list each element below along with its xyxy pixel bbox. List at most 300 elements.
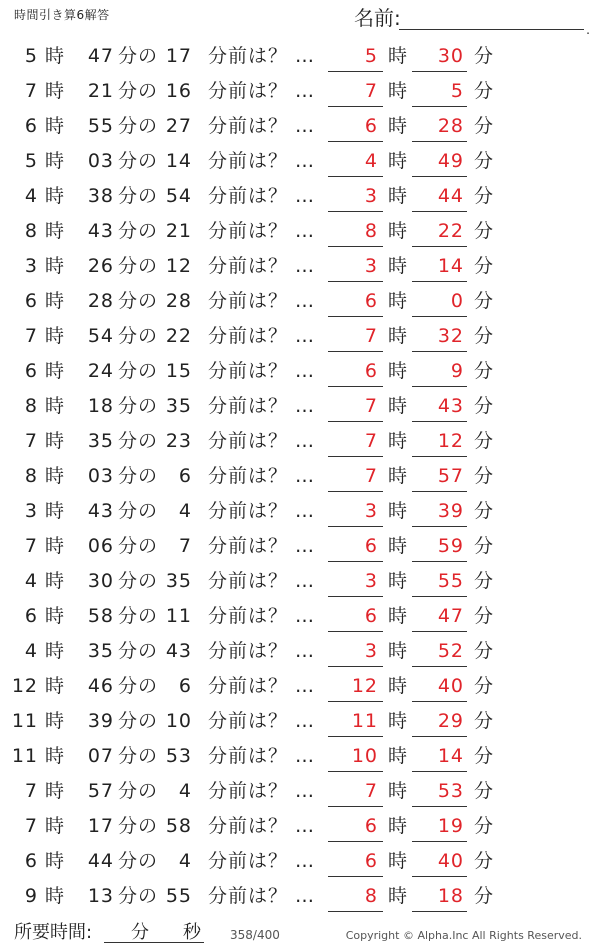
answer-minute-unit-label: 分: [474, 255, 495, 277]
start-hour: 8: [24, 465, 38, 487]
answer-minute-underline: [412, 841, 467, 842]
hour-unit-label: 時: [45, 780, 66, 802]
answer-minute-underline: [412, 351, 467, 352]
answer-minute-unit-label: 分: [474, 570, 495, 592]
start-minute: 18: [87, 395, 114, 417]
answer-hour-underline: [328, 666, 383, 667]
hour-unit-label: 時: [45, 325, 66, 347]
answer-minute-underline: [412, 456, 467, 457]
answer-minute-underline: [412, 176, 467, 177]
start-hour: 3: [24, 255, 38, 277]
answer-hour: 3: [364, 255, 378, 277]
answer-hour-unit-label: 時: [388, 430, 409, 452]
minutes-before: 35: [165, 395, 192, 417]
question-label: 分前は？ …: [208, 640, 316, 662]
start-minute: 13: [87, 885, 114, 907]
start-minute: 07: [87, 745, 114, 767]
start-minute: 43: [87, 500, 114, 522]
question-label: 分前は？ …: [208, 745, 316, 767]
name-underline: [399, 29, 584, 30]
start-minute: 47: [87, 45, 114, 67]
start-minute: 03: [87, 465, 114, 487]
answer-hour-unit-label: 時: [388, 290, 409, 312]
answer-minute-unit-label: 分: [474, 395, 495, 417]
question-label: 分前は？ …: [208, 325, 316, 347]
answer-minute-unit-label: 分: [474, 710, 495, 732]
answer-hour-unit-label: 時: [388, 80, 409, 102]
answer-hour-unit-label: 時: [388, 150, 409, 172]
start-minute: 06: [87, 535, 114, 557]
minutes-before: 16: [165, 80, 192, 102]
answer-hour-unit-label: 時: [388, 255, 409, 277]
answer-minute-underline: [412, 71, 467, 72]
question-label: 分前は？ …: [208, 290, 316, 312]
problem-row: [0, 108, 600, 143]
answer-minute-underline: [412, 736, 467, 737]
problem-row: [0, 528, 600, 563]
answer-hour-underline: [328, 736, 383, 737]
answer-minute-underline: [412, 631, 467, 632]
answer-minute-unit-label: 分: [474, 220, 495, 242]
minute-of-label: 分の: [118, 150, 159, 172]
minute-of-label: 分の: [118, 500, 159, 522]
answer-minute-unit-label: 分: [474, 815, 495, 837]
answer-minute-underline: [412, 911, 467, 912]
question-label: 分前は？ …: [208, 45, 316, 67]
answer-hour: 3: [364, 640, 378, 662]
hour-unit-label: 時: [45, 360, 66, 382]
answer-hour-underline: [328, 911, 383, 912]
start-hour: 6: [24, 115, 38, 137]
answer-hour-underline: [328, 281, 383, 282]
problem-row: [0, 493, 600, 528]
answer-minute: 28: [437, 115, 464, 137]
start-hour: 9: [24, 885, 38, 907]
start-minute: 24: [87, 360, 114, 382]
hour-unit-label: 時: [45, 745, 66, 767]
minutes-before: 53: [165, 745, 192, 767]
name-label: 名前:: [354, 6, 401, 30]
hour-unit-label: 時: [45, 150, 66, 172]
minutes-before: 12: [165, 255, 192, 277]
minutes-before: 14: [165, 150, 192, 172]
minute-of-label: 分の: [118, 325, 159, 347]
minute-of-label: 分の: [118, 185, 159, 207]
hour-unit-label: 時: [45, 500, 66, 522]
hour-unit-label: 時: [45, 80, 66, 102]
start-minute: 44: [87, 850, 114, 872]
answer-minute-underline: [412, 316, 467, 317]
answer-hour-unit-label: 時: [388, 220, 409, 242]
answer-hour-underline: [328, 596, 383, 597]
answer-minute-underline: [412, 141, 467, 142]
start-minute: 46: [87, 675, 114, 697]
hour-unit-label: 時: [45, 395, 66, 417]
answer-hour-underline: [328, 211, 383, 212]
answer-hour: 11: [351, 710, 378, 732]
start-hour: 7: [24, 80, 38, 102]
hour-unit-label: 時: [45, 850, 66, 872]
problem-row: [0, 458, 600, 493]
start-hour: 5: [24, 45, 38, 67]
hour-unit-label: 時: [45, 185, 66, 207]
answer-hour-underline: [328, 386, 383, 387]
start-hour: 4: [24, 570, 38, 592]
hour-unit-label: 時: [45, 465, 66, 487]
answer-minute: 43: [437, 395, 464, 417]
minute-of-label: 分の: [118, 290, 159, 312]
problem-row: [0, 668, 600, 703]
answer-minute-underline: [412, 806, 467, 807]
answer-hour-unit-label: 時: [388, 745, 409, 767]
answer-hour: 5: [364, 45, 378, 67]
hour-unit-label: 時: [45, 815, 66, 837]
hour-unit-label: 時: [45, 675, 66, 697]
answer-minute-unit-label: 分: [474, 605, 495, 627]
start-minute: 35: [87, 640, 114, 662]
answer-hour: 4: [364, 150, 378, 172]
minutes-before: 6: [178, 465, 192, 487]
answer-minute-unit-label: 分: [474, 640, 495, 662]
minute-of-label: 分の: [118, 850, 159, 872]
answer-hour-unit-label: 時: [388, 395, 409, 417]
hour-unit-label: 時: [45, 570, 66, 592]
answer-minute-underline: [412, 211, 467, 212]
answer-hour-unit-label: 時: [388, 780, 409, 802]
question-label: 分前は？ …: [208, 815, 316, 837]
minutes-before: 17: [165, 45, 192, 67]
minute-of-label: 分の: [118, 220, 159, 242]
hour-unit-label: 時: [45, 290, 66, 312]
answer-hour: 3: [364, 570, 378, 592]
answer-minute-unit-label: 分: [474, 80, 495, 102]
answer-hour-underline: [328, 456, 383, 457]
answer-minute-unit-label: 分: [474, 45, 495, 67]
answer-minute: 39: [437, 500, 464, 522]
answer-hour-underline: [328, 526, 383, 527]
answer-minute-unit-label: 分: [474, 500, 495, 522]
answer-minute-underline: [412, 526, 467, 527]
problem-row: [0, 738, 600, 773]
answer-minute-unit-label: 分: [474, 360, 495, 382]
answer-minute: 55: [437, 570, 464, 592]
answer-minute: 44: [437, 185, 464, 207]
name-dot: .: [586, 23, 590, 37]
answer-minute: 30: [437, 45, 464, 67]
start-hour: 7: [24, 815, 38, 837]
answer-minute: 32: [437, 325, 464, 347]
answer-hour-unit-label: 時: [388, 850, 409, 872]
answer-minute: 29: [437, 710, 464, 732]
page-number: 358/400: [230, 928, 280, 942]
problem-row: [0, 388, 600, 423]
minutes-before: 4: [178, 500, 192, 522]
answer-hour-unit-label: 時: [388, 710, 409, 732]
answer-minute-unit-label: 分: [474, 850, 495, 872]
answer-minute: 18: [437, 885, 464, 907]
problem-row: [0, 423, 600, 458]
answer-minute: 19: [437, 815, 464, 837]
answer-hour: 7: [364, 430, 378, 452]
hour-unit-label: 時: [45, 605, 66, 627]
start-minute: 55: [87, 115, 114, 137]
question-label: 分前は？ …: [208, 605, 316, 627]
minute-of-label: 分の: [118, 115, 159, 137]
minutes-before: 15: [165, 360, 192, 382]
answer-minute: 9: [450, 360, 464, 382]
hour-unit-label: 時: [45, 710, 66, 732]
minute-of-label: 分の: [118, 885, 159, 907]
question-label: 分前は？ …: [208, 780, 316, 802]
problem-row: [0, 843, 600, 878]
question-label: 分前は？ …: [208, 535, 316, 557]
answer-minute-underline: [412, 876, 467, 877]
answer-minute-unit-label: 分: [474, 465, 495, 487]
minute-of-label: 分の: [118, 535, 159, 557]
answer-minute-underline: [412, 701, 467, 702]
answer-hour-unit-label: 時: [388, 605, 409, 627]
start-hour: 5: [24, 150, 38, 172]
start-minute: 21: [87, 80, 114, 102]
answer-hour-underline: [328, 316, 383, 317]
answer-minute-underline: [412, 561, 467, 562]
answer-hour-unit-label: 時: [388, 325, 409, 347]
question-label: 分前は？ …: [208, 675, 316, 697]
question-label: 分前は？ …: [208, 115, 316, 137]
answer-hour-unit-label: 時: [388, 115, 409, 137]
start-hour: 7: [24, 325, 38, 347]
minute-of-label: 分の: [118, 780, 159, 802]
start-minute: 28: [87, 290, 114, 312]
hour-unit-label: 時: [45, 115, 66, 137]
problem-row: [0, 38, 600, 73]
answer-hour-underline: [328, 421, 383, 422]
answer-hour-underline: [328, 701, 383, 702]
question-label: 分前は？ …: [208, 850, 316, 872]
answer-hour-underline: [328, 351, 383, 352]
answer-hour-underline: [328, 106, 383, 107]
problem-row: [0, 248, 600, 283]
minutes-before: 58: [165, 815, 192, 837]
question-label: 分前は？ …: [208, 220, 316, 242]
start-minute: 30: [87, 570, 114, 592]
answer-minute: 0: [450, 290, 464, 312]
hour-unit-label: 時: [45, 430, 66, 452]
answer-hour: 6: [364, 290, 378, 312]
answer-minute: 14: [437, 255, 464, 277]
start-hour: 4: [24, 185, 38, 207]
start-hour: 7: [24, 430, 38, 452]
minute-of-label: 分の: [118, 465, 159, 487]
start-hour: 3: [24, 500, 38, 522]
hour-unit-label: 時: [45, 885, 66, 907]
answer-hour: 7: [364, 395, 378, 417]
answer-minute-underline: [412, 771, 467, 772]
start-hour: 11: [11, 745, 38, 767]
answer-minute-unit-label: 分: [474, 150, 495, 172]
start-hour: 6: [24, 290, 38, 312]
answer-minute-unit-label: 分: [474, 675, 495, 697]
answer-minute: 5: [450, 80, 464, 102]
minutes-before: 4: [178, 780, 192, 802]
answer-hour-unit-label: 時: [388, 360, 409, 382]
minutes-before: 28: [165, 290, 192, 312]
start-minute: 17: [87, 815, 114, 837]
question-label: 分前は？ …: [208, 80, 316, 102]
answer-hour: 6: [364, 360, 378, 382]
answer-hour-underline: [328, 841, 383, 842]
copyright: Copyright © Alpha.Inc All Rights Reserved.: [345, 929, 582, 942]
answer-minute: 40: [437, 675, 464, 697]
minute-of-label: 分の: [118, 605, 159, 627]
answer-minute: 59: [437, 535, 464, 557]
start-hour: 11: [11, 710, 38, 732]
hour-unit-label: 時: [45, 45, 66, 67]
answer-minute: 14: [437, 745, 464, 767]
question-label: 分前は？ …: [208, 255, 316, 277]
answer-hour: 6: [364, 605, 378, 627]
problem-row: [0, 773, 600, 808]
hour-unit-label: 時: [45, 255, 66, 277]
answer-minute-underline: [412, 106, 467, 107]
answer-minute: 57: [437, 465, 464, 487]
answer-hour-unit-label: 時: [388, 570, 409, 592]
start-hour: 6: [24, 360, 38, 382]
answer-hour-unit-label: 時: [388, 45, 409, 67]
answer-hour-unit-label: 時: [388, 185, 409, 207]
answer-hour-underline: [328, 876, 383, 877]
minutes-before: 35: [165, 570, 192, 592]
answer-hour: 12: [351, 675, 378, 697]
answer-hour-underline: [328, 561, 383, 562]
minutes-label: 分: [131, 922, 149, 943]
answer-minute-underline: [412, 666, 467, 667]
answer-hour-unit-label: 時: [388, 675, 409, 697]
answer-hour: 8: [364, 885, 378, 907]
answer-hour-unit-label: 時: [388, 640, 409, 662]
minutes-before: 54: [165, 185, 192, 207]
answer-hour: 7: [364, 325, 378, 347]
answer-minute-underline: [412, 246, 467, 247]
problem-row: [0, 353, 600, 388]
question-label: 分前は？ …: [208, 395, 316, 417]
time-required-label: 所要時間:: [14, 922, 93, 943]
answer-hour: 7: [364, 80, 378, 102]
minute-of-label: 分の: [118, 360, 159, 382]
minute-of-label: 分の: [118, 815, 159, 837]
minute-of-label: 分の: [118, 675, 159, 697]
minutes-before: 21: [165, 220, 192, 242]
start-hour: 8: [24, 220, 38, 242]
start-minute: 54: [87, 325, 114, 347]
minutes-before: 27: [165, 115, 192, 137]
minute-of-label: 分の: [118, 80, 159, 102]
answer-hour-underline: [328, 631, 383, 632]
answer-minute-underline: [412, 386, 467, 387]
problem-row: [0, 703, 600, 738]
start-minute: 38: [87, 185, 114, 207]
answer-minute: 12: [437, 430, 464, 452]
answer-minute-unit-label: 分: [474, 745, 495, 767]
question-label: 分前は？ …: [208, 570, 316, 592]
answer-hour: 8: [364, 220, 378, 242]
answer-hour: 6: [364, 115, 378, 137]
answer-hour-unit-label: 時: [388, 535, 409, 557]
answer-hour: 6: [364, 850, 378, 872]
answer-hour: 6: [364, 815, 378, 837]
minutes-before: 55: [165, 885, 192, 907]
answer-hour: 7: [364, 465, 378, 487]
name-field[interactable]: [354, 6, 594, 37]
answer-minute-unit-label: 分: [474, 430, 495, 452]
problem-row: [0, 563, 600, 598]
answer-hour: 7: [364, 780, 378, 802]
minute-of-label: 分の: [118, 395, 159, 417]
minutes-before: 23: [165, 430, 192, 452]
answer-minute: 47: [437, 605, 464, 627]
seconds-label: 秒: [183, 922, 201, 943]
start-hour: 7: [24, 780, 38, 802]
answer-hour-underline: [328, 491, 383, 492]
start-hour: 4: [24, 640, 38, 662]
problem-row: [0, 143, 600, 178]
answer-minute: 53: [437, 780, 464, 802]
problem-row: [0, 73, 600, 108]
answer-minute: 52: [437, 640, 464, 662]
start-hour: 8: [24, 395, 38, 417]
minutes-before: 22: [165, 325, 192, 347]
start-minute: 43: [87, 220, 114, 242]
start-minute: 57: [87, 780, 114, 802]
answer-hour-unit-label: 時: [388, 815, 409, 837]
answer-hour-underline: [328, 71, 383, 72]
start-minute: 35: [87, 430, 114, 452]
answer-hour: 10: [351, 745, 378, 767]
answer-hour-underline: [328, 176, 383, 177]
answer-minute-unit-label: 分: [474, 185, 495, 207]
answer-hour-underline: [328, 771, 383, 772]
footer: [0, 918, 600, 948]
answer-minute-unit-label: 分: [474, 290, 495, 312]
minutes-before: 11: [165, 605, 192, 627]
question-label: 分前は？ …: [208, 430, 316, 452]
answer-minute: 22: [437, 220, 464, 242]
start-hour: 7: [24, 535, 38, 557]
answer-hour-unit-label: 時: [388, 500, 409, 522]
minutes-before: 10: [165, 710, 192, 732]
minute-of-label: 分の: [118, 255, 159, 277]
hour-unit-label: 時: [45, 535, 66, 557]
question-label: 分前は？ …: [208, 185, 316, 207]
answer-hour: 6: [364, 535, 378, 557]
question-label: 分前は？ …: [208, 500, 316, 522]
question-label: 分前は？ …: [208, 150, 316, 172]
answer-minute-underline: [412, 281, 467, 282]
start-hour: 12: [11, 675, 38, 697]
answer-minute: 49: [437, 150, 464, 172]
start-minute: 26: [87, 255, 114, 277]
problem-row: [0, 178, 600, 213]
problem-list: [0, 38, 600, 913]
answer-minute-unit-label: 分: [474, 325, 495, 347]
answer-hour: 3: [364, 185, 378, 207]
hour-unit-label: 時: [45, 640, 66, 662]
problem-row: [0, 878, 600, 913]
answer-hour-unit-label: 時: [388, 465, 409, 487]
start-hour: 6: [24, 605, 38, 627]
answer-minute: 40: [437, 850, 464, 872]
problem-row: [0, 213, 600, 248]
